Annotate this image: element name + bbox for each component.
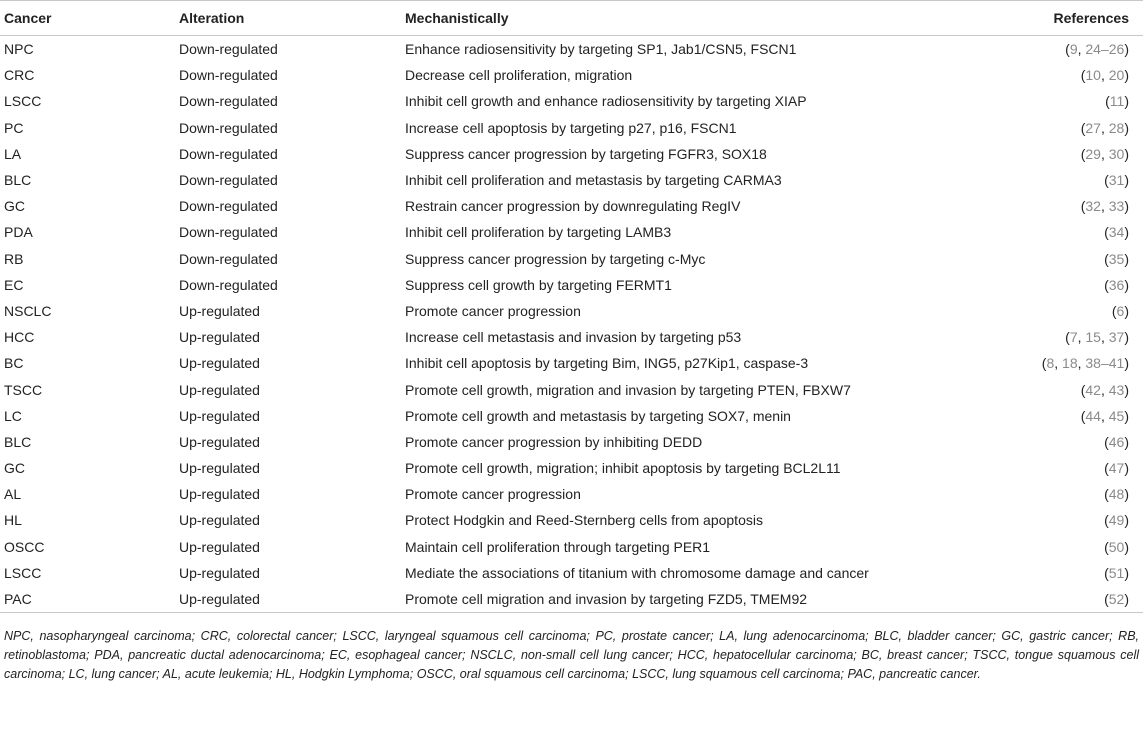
- mechanism-cell: Restrain cancer progression by downregulating RegIV: [405, 198, 741, 215]
- reference-link[interactable]: 52: [1108, 591, 1125, 608]
- table-row: [0, 298, 1143, 324]
- references-cell: (7, 15, 37): [1065, 329, 1129, 346]
- header-alteration: Alteration: [179, 1, 405, 36]
- cancer-cell: HL: [4, 512, 22, 529]
- table-row: [0, 586, 1143, 613]
- header-row: [0, 1, 1143, 36]
- mechanism-cell: Protect Hodgkin and Reed-Sternberg cells from apoptosis: [405, 512, 763, 529]
- references-cell: (35): [1104, 250, 1129, 267]
- alteration-cell: Down-regulated: [179, 41, 278, 58]
- mechanism-cell: Inhibit cell proliferation and metastasis by targeting CARMA3: [405, 172, 782, 189]
- references-cell: (51): [1104, 564, 1129, 581]
- alteration-cell: Up-regulated: [179, 586, 405, 613]
- cancer-cell: PAC: [0, 586, 179, 613]
- mechanism-cell: Promote cell growth and metastasis by targeting SOX7, menin: [405, 407, 791, 424]
- references-cell: (49): [1104, 512, 1129, 529]
- cancer-cell: NSCLC: [4, 302, 52, 319]
- reference-link[interactable]: 50: [1108, 538, 1125, 555]
- cancer-cell: LSCC: [4, 564, 42, 581]
- mechanism-cell: Decrease cell proliferation, migration: [405, 67, 633, 84]
- table-row: [0, 324, 1143, 350]
- references-cell: (34): [1104, 224, 1129, 241]
- alteration-cell: Down-regulated: [179, 172, 278, 189]
- reference-link[interactable]: 45: [1108, 407, 1125, 424]
- alteration-cell: Down-regulated: [179, 67, 278, 84]
- reference-link[interactable]: 15: [1085, 329, 1101, 346]
- alteration-cell: Up-regulated: [179, 512, 260, 529]
- alteration-cell: Up-regulated: [179, 538, 260, 555]
- table-row: [0, 481, 1143, 507]
- cancer-cell: LSCC: [4, 93, 42, 110]
- table-row: [0, 193, 1143, 219]
- mechanism-cell: Promote cancer progression: [405, 486, 581, 503]
- table-header: [0, 1, 1143, 36]
- alteration-cell: Down-regulated: [179, 119, 278, 136]
- reference-link[interactable]: 43: [1108, 381, 1125, 398]
- references-cell: (11): [1105, 93, 1129, 110]
- reference-link[interactable]: 6: [1116, 302, 1125, 319]
- reference-link[interactable]: 35: [1108, 250, 1125, 267]
- table-row: [0, 429, 1143, 455]
- table-row: [0, 507, 1143, 533]
- mechanism-cell: Mediate the associations of titanium with chromosome damage and cancer: [405, 564, 869, 581]
- alteration-cell: Down-regulated: [179, 276, 278, 293]
- table-row: [0, 534, 1143, 560]
- header-references: References: [1015, 1, 1143, 36]
- references-cell: (8, 18, 38–41): [1041, 355, 1129, 372]
- alteration-cell: Down-regulated: [179, 198, 278, 215]
- mechanism-cell: Promote cancer progression by inhibiting DEDD: [405, 433, 703, 450]
- references-cell: (27, 28): [1080, 119, 1129, 136]
- references-cell: (6): [1111, 302, 1129, 319]
- reference-link[interactable]: 44: [1085, 407, 1101, 424]
- mechanism-cell: Inhibit cell apoptosis by targeting Bim, ING5, p27Kip1, caspase-3: [405, 355, 809, 372]
- mechanism-cell: Suppress cancer progression by targeting c-Myc: [405, 250, 706, 267]
- cancer-cell: HCC: [4, 329, 35, 346]
- reference-link[interactable]: 32: [1085, 198, 1101, 215]
- table-row: [0, 455, 1143, 481]
- cancer-cell: CRC: [4, 67, 35, 84]
- alteration-cell: Up-regulated: [179, 329, 260, 346]
- reference-link[interactable]: 29: [1085, 145, 1101, 162]
- reference-link[interactable]: 49: [1108, 512, 1125, 529]
- cancer-cell: PC: [4, 119, 24, 136]
- reference-link[interactable]: 47: [1108, 460, 1125, 477]
- alteration-cell: Down-regulated: [179, 224, 278, 241]
- cancer-cell: LC: [4, 407, 22, 424]
- alteration-cell: Up-regulated: [179, 355, 260, 372]
- alteration-cell: Up-regulated: [179, 407, 260, 424]
- table-row: [0, 350, 1143, 376]
- table-row: [0, 88, 1143, 114]
- cancer-cell: NPC: [4, 41, 34, 58]
- references-cell: (36): [1104, 276, 1129, 293]
- mechanism-cell: Promote cell migration and invasion by targeting FZD5, TMEM92: [405, 586, 1015, 613]
- table-row: [0, 62, 1143, 88]
- reference-link[interactable]: 51: [1108, 564, 1125, 581]
- references-cell: (9, 24–26): [1065, 41, 1129, 58]
- table-row: [0, 36, 1143, 63]
- table-row: [0, 167, 1143, 193]
- cancer-cell: AL: [4, 486, 22, 503]
- cancer-cell: LA: [4, 145, 22, 162]
- cancer-cell: PDA: [4, 224, 33, 241]
- references-cell: (44, 45): [1080, 407, 1129, 424]
- mechanism-cell: Inhibit cell growth and enhance radiosensitivity by targeting XIAP: [405, 93, 807, 110]
- header-cancer: Cancer: [0, 1, 179, 36]
- cancer-cell: GC: [4, 460, 25, 477]
- header-mechanistically: Mechanistically: [405, 1, 1015, 36]
- cancer-cell: TSCC: [4, 381, 43, 398]
- alteration-cell: Up-regulated: [179, 302, 260, 319]
- references-cell: (29, 30): [1080, 145, 1129, 162]
- reference-link[interactable]: 48: [1108, 486, 1125, 503]
- cancer-cell: BLC: [4, 433, 32, 450]
- cancer-cell: GC: [4, 198, 25, 215]
- references-cell: (47): [1104, 460, 1129, 477]
- reference-link[interactable]: 34: [1108, 224, 1125, 241]
- table-row: [0, 560, 1143, 586]
- references-cell: (50): [1104, 538, 1129, 555]
- reference-link[interactable]: 20: [1108, 67, 1125, 84]
- reference-link[interactable]: 42: [1085, 381, 1101, 398]
- alteration-cell: Down-regulated: [179, 93, 278, 110]
- mechanism-cell: Promote cell growth, migration; inhibit apoptosis by targeting BCL2L11: [405, 460, 841, 477]
- mechanism-cell: Inhibit cell proliferation by targeting LAMB3: [405, 224, 672, 241]
- reference-link[interactable]: 9: [1069, 41, 1078, 58]
- references-cell: (42, 43): [1080, 381, 1129, 398]
- cancer-cell: RB: [4, 250, 24, 267]
- table-row: [0, 403, 1143, 429]
- table-row: [0, 141, 1143, 167]
- reference-link[interactable]: 8: [1046, 355, 1055, 372]
- alteration-cell: Up-regulated: [179, 564, 260, 581]
- mechanism-cell: Enhance radiosensitivity by targeting SP1, Jab1/CSN5, FSCN1: [405, 41, 797, 58]
- reference-link[interactable]: 38–41: [1085, 355, 1125, 372]
- table-row: [0, 246, 1143, 272]
- references-cell: (10, 20): [1080, 67, 1129, 84]
- reference-link[interactable]: 46: [1108, 433, 1125, 450]
- reference-link[interactable]: 27: [1085, 119, 1101, 136]
- reference-link[interactable]: 33: [1108, 198, 1125, 215]
- alteration-cell: Up-regulated: [179, 460, 260, 477]
- alteration-cell: Down-regulated: [179, 250, 278, 267]
- mechanism-cell: Increase cell apoptosis by targeting p27, p16, FSCN1: [405, 119, 737, 136]
- cancer-cell: BC: [4, 355, 24, 372]
- reference-link[interactable]: 31: [1108, 172, 1125, 189]
- alteration-cell: Up-regulated: [179, 433, 260, 450]
- reference-link[interactable]: 28: [1108, 119, 1125, 136]
- mechanism-cell: Promote cell growth, migration and invasion by targeting PTEN, FBXW7: [405, 381, 851, 398]
- mechanism-cell: Increase cell metastasis and invasion by targeting p53: [405, 329, 742, 346]
- alteration-cell: Up-regulated: [179, 486, 260, 503]
- alteration-cell: Up-regulated: [179, 381, 260, 398]
- cancer-cell: EC: [4, 276, 24, 293]
- table-row: [0, 115, 1143, 141]
- table-row: [0, 219, 1143, 245]
- references-cell: (32, 33): [1080, 198, 1129, 215]
- footnote-text: NPC, nasopharyngeal carcinoma; CRC, colorectal cancer; LSCC, laryngeal squamous cell carcinoma; PC, prostate cancer; LA, lung adenocarcinoma; BLC, bladder cancer; GC, gastric cancer; RB, retinoblastoma; PDA, pancreatic ductal adenocarcinoma; EC, esophageal cancer; NSCLC, non-small cell lung cancer; HCC, hepatocellular carcinoma; BC, breast cancer; TSCC, tongue squamous cell carcinoma; LC, lung cancer; AL, acute leukemia; HL, Hodgkin Lymphoma; OSCC, oral squamous cell carcinoma; LSCC, lung squamous cell carcinoma; PAC, pancreatic cancer.: [4, 629, 1139, 682]
- mechanism-cell: Suppress cell growth by targeting FERMT1: [405, 276, 672, 293]
- references-cell: (48): [1104, 486, 1129, 503]
- table-row: [0, 376, 1143, 402]
- table-body: [0, 36, 1143, 613]
- references-cell: (46): [1104, 433, 1129, 450]
- reference-link[interactable]: 18: [1062, 355, 1078, 372]
- reference-link[interactable]: 37: [1108, 329, 1125, 346]
- references-cell: (52): [1015, 586, 1143, 613]
- reference-link[interactable]: 10: [1085, 67, 1101, 84]
- table-row: [0, 272, 1143, 298]
- reference-link[interactable]: 11: [1109, 93, 1125, 110]
- reference-link[interactable]: 7: [1069, 329, 1078, 346]
- reference-link[interactable]: 36: [1108, 276, 1125, 293]
- references-cell: (31): [1104, 172, 1129, 189]
- cancer-cell: BLC: [4, 172, 32, 189]
- table-footnote: [0, 613, 1143, 684]
- mechanism-cell: Suppress cancer progression by targeting FGFR3, SOX18: [405, 145, 767, 162]
- mechanism-cell: Maintain cell proliferation through targeting PER1: [405, 538, 711, 555]
- reference-link[interactable]: 24–26: [1085, 41, 1125, 58]
- mechanism-cell: Promote cancer progression: [405, 302, 581, 319]
- cancer-cell: OSCC: [4, 538, 45, 555]
- alteration-cell: Down-regulated: [179, 145, 278, 162]
- reference-link[interactable]: 30: [1108, 145, 1125, 162]
